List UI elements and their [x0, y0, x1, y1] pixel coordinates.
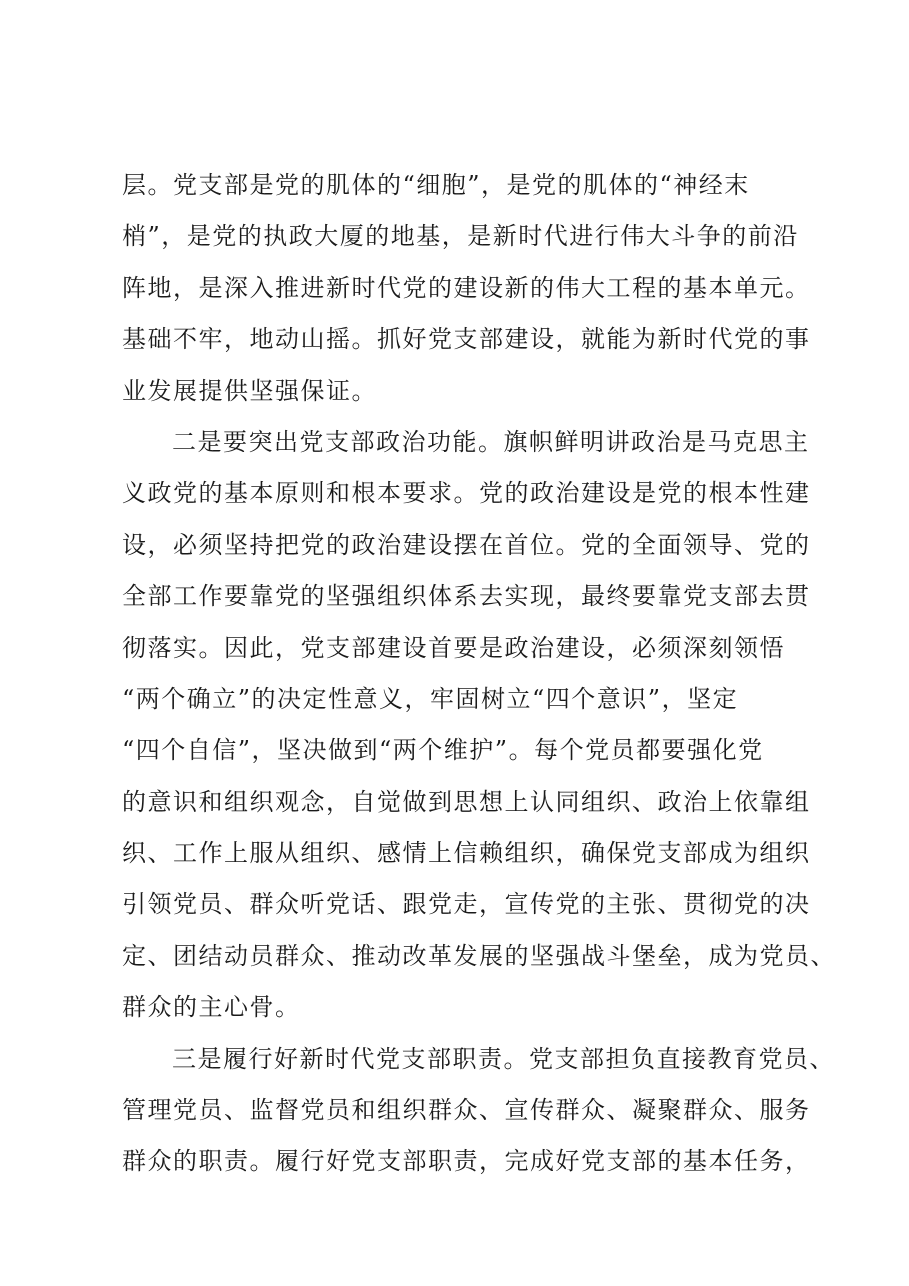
text-line: 织、工作上服从组织、感情上信赖组织，确保党支部成为组织	[122, 839, 811, 868]
text-line: “四个自信”，坚决做到“两个维护”。每个党员都要强化党	[122, 736, 764, 765]
text-line: 管理党员、监督党员和组织群众、宣传群众、凝聚群众、服务	[122, 1096, 811, 1125]
text-line: 基础不牢，地动山摇。抓好党支部建设，就能为新时代党的事	[122, 325, 811, 354]
text-line: 梢”，是党的执政大厦的地基，是新时代进行伟大斗争的前沿	[122, 222, 799, 251]
text-line: 义政党的基本原则和根本要求。党的政治建设是党的根本性建	[122, 479, 811, 508]
text-line: 全部工作要靠党的坚强组织体系去实现，最终要靠党支部去贯	[122, 582, 811, 611]
text-line: 引领党员、群众听党话、跟党走，宣传党的主张、贯彻党的决	[122, 890, 811, 919]
text-line: 的意识和组织观念，自觉做到思想上认同组织、政治上依靠组	[122, 787, 811, 816]
text-line: 三是履行好新时代党支部职责。党支部担负直接教育党员、	[172, 1044, 835, 1073]
text-line: 群众的主心骨。	[122, 993, 301, 1022]
paragraph-1	[122, 160, 822, 417]
text-line: 设，必须坚持把党的政治建设摆在首位。党的全面领导、党的	[122, 530, 811, 559]
text-line: 群众的职责。履行好党支部职责，完成好党支部的基本任务，	[122, 1147, 811, 1176]
text-line: 定、团结动员群众、推动改革发展的坚强战斗堡垒，成为党员、	[122, 941, 836, 970]
text-line: 二是要突出党支部政治功能。旗帜鲜明讲政治是马克思主	[172, 427, 810, 456]
text-line: 业发展提供坚强保证。	[122, 376, 377, 405]
text-line: 彻落实。因此，党支部建设首要是政治建设，必须深刻领悟	[122, 633, 785, 662]
text-line: 层。党支部是党的肌体的“细胞”，是党的肌体的“神经末	[122, 171, 750, 199]
paragraph-3	[122, 1034, 835, 1188]
text-line: “两个确立”的决定性意义，牢固树立“四个意识”，坚定	[122, 684, 739, 713]
paragraph-2	[122, 417, 836, 1034]
text-line: 阵地，是深入推进新时代党的建设新的伟大工程的基本单元。	[122, 273, 811, 302]
document-body	[122, 160, 836, 1188]
